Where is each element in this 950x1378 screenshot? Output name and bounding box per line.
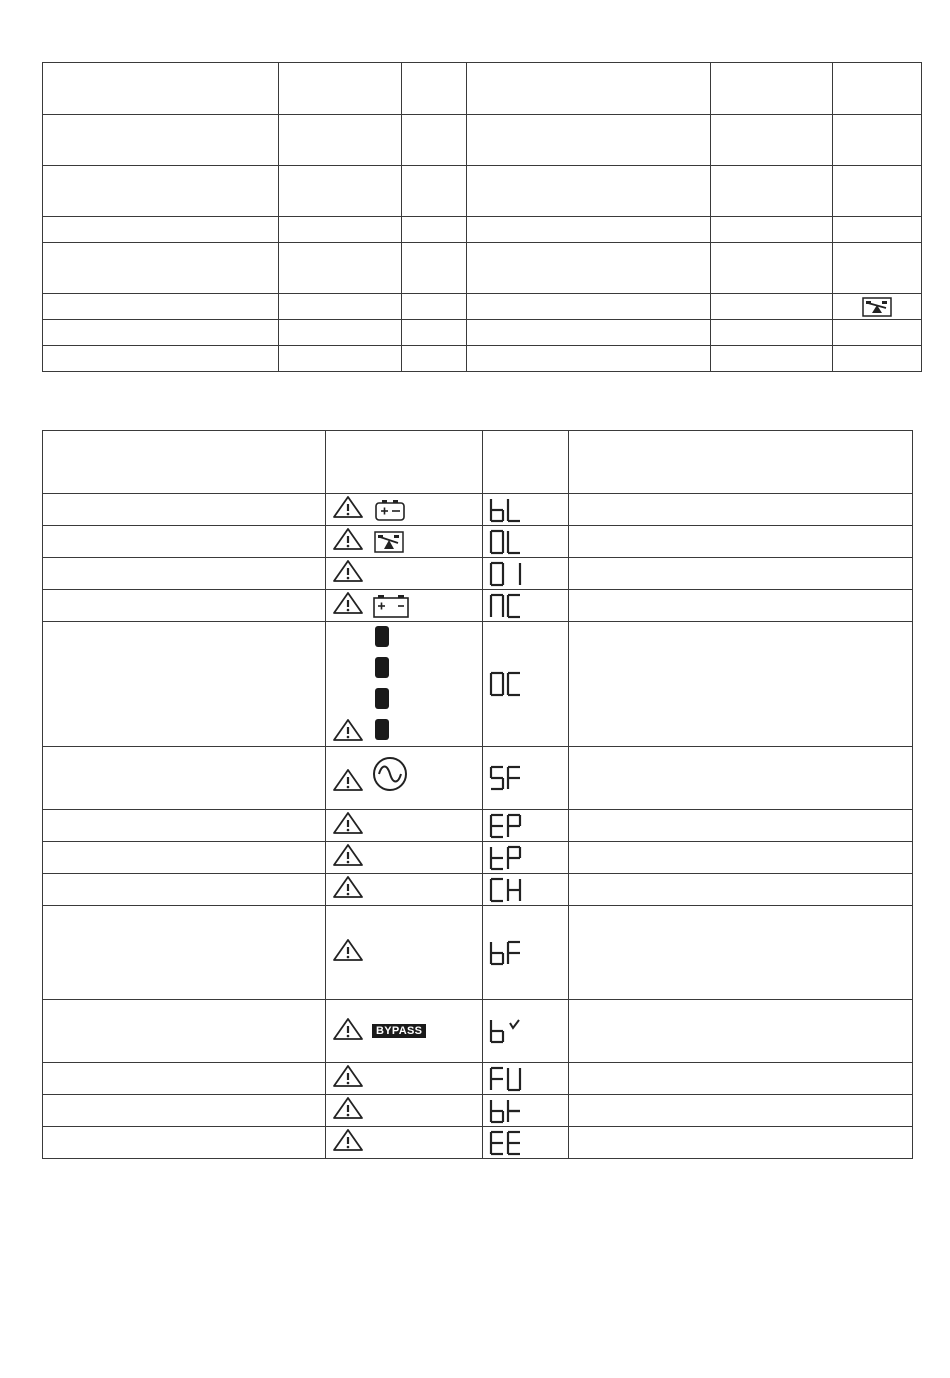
table-row (43, 217, 922, 243)
table-row (43, 906, 913, 1000)
table-row (43, 747, 913, 810)
fault-code (489, 765, 568, 791)
fault-code (489, 1130, 568, 1156)
fault-code (489, 1066, 568, 1092)
table-2 (42, 430, 913, 1159)
fault-code (489, 497, 568, 523)
fault-code (489, 561, 568, 587)
table-row (43, 622, 913, 747)
table-row (43, 494, 913, 526)
warning-icon (332, 1064, 364, 1093)
fault-code (489, 593, 568, 619)
warning-icon (332, 718, 364, 747)
table-row (43, 842, 913, 874)
table-row (43, 294, 922, 320)
warning-icon (332, 1017, 364, 1046)
table-row (43, 558, 913, 590)
warning-icon (332, 1128, 364, 1157)
table-row (43, 346, 922, 372)
fault-code (489, 529, 568, 555)
warning-icon (332, 875, 364, 904)
sine-wave-icon (372, 756, 408, 792)
fault-code (489, 671, 568, 697)
warning-icon (332, 938, 364, 967)
table-row (43, 1063, 913, 1095)
warning-icon (332, 527, 364, 556)
fault-code (489, 1098, 568, 1124)
warning-icon (332, 1096, 364, 1125)
fault-code (489, 1018, 568, 1044)
table-row (43, 63, 922, 115)
table-row (43, 243, 922, 294)
overload-icon (862, 297, 892, 317)
warning-icon (332, 559, 364, 588)
table-row (43, 874, 913, 906)
table-row (43, 1095, 913, 1127)
bypass-label: BYPASS (372, 1024, 426, 1038)
overload-icon (374, 531, 404, 553)
battery-level-bars-icon (372, 622, 392, 746)
table-row (43, 590, 913, 622)
warning-icon (332, 811, 364, 840)
table-row (43, 166, 922, 217)
table-row (43, 526, 913, 558)
warning-icon (332, 495, 364, 524)
fault-code (489, 940, 568, 966)
warning-icon (332, 843, 364, 872)
warning-icon (332, 768, 364, 797)
fault-code (489, 813, 568, 839)
fault-code (489, 845, 568, 871)
table-header-row (43, 431, 913, 494)
battery-icon (374, 498, 406, 522)
table-1 (42, 62, 922, 372)
table-row (43, 115, 922, 166)
table-row (43, 810, 913, 842)
table-row (43, 1000, 913, 1063)
battery-polarity-icon (372, 593, 410, 619)
table-row (43, 320, 922, 346)
warning-icon (332, 591, 364, 620)
fault-code (489, 877, 568, 903)
table-row (43, 1127, 913, 1159)
